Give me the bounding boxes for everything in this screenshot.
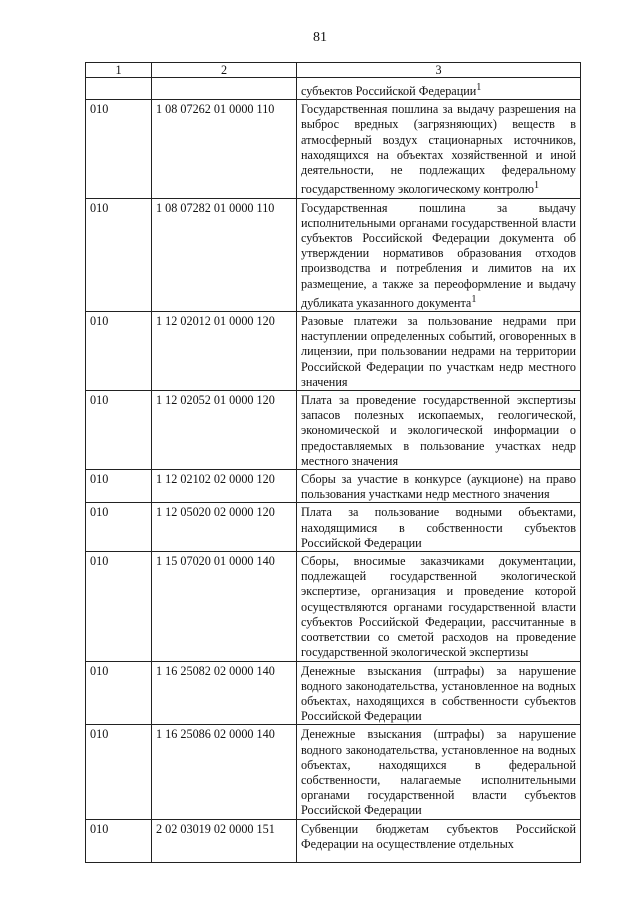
footnote-marker: 1	[471, 293, 477, 305]
table-row	[86, 552, 581, 661]
revenue-description-text: Сборы, вносимые заказчиками документации, подлежащей государственной экологической экспертизе, организация и проведение которой осуществляются органами государственной власти субъектов Российской Федерации, рассчитанные в соответствии со сметой расходов на проведение государственной экологической экспертизы	[301, 554, 576, 660]
revenue-description-cell	[297, 391, 581, 470]
budget-classification-code-cell: 1 12 02012 01 0000 120	[152, 312, 297, 391]
continuation-text: субъектов Российской Федерации	[301, 84, 477, 99]
table-row	[86, 100, 581, 198]
budget-classification-code-cell: 1 16 25086 02 0000 140	[152, 725, 297, 819]
admin-code-cell: 010	[86, 100, 152, 198]
admin-code-cell: 010	[86, 312, 152, 391]
continuation-row	[86, 78, 581, 100]
revenue-description-cell	[297, 725, 581, 819]
budget-classification-code-cell: 1 12 02102 02 0000 120	[152, 470, 297, 503]
admin-code-cell: 010	[86, 391, 152, 470]
footnote-marker: 1	[534, 180, 540, 192]
table-row	[86, 391, 581, 470]
revenue-description-text: Разовые платежи за пользование недрами при наступлении определенных событий, оговоренных в лицензии, при пользовании недрами на территории Российской Федерации по участкам недр местного значения	[301, 314, 576, 389]
page-number: 81	[313, 30, 327, 45]
table-row	[86, 470, 581, 503]
column-header-1: 1	[86, 63, 152, 78]
revenue-description-cell	[297, 503, 581, 552]
admin-code-cell: 010	[86, 198, 152, 311]
admin-code-cell: 010	[86, 725, 152, 819]
admin-code-cell: 010	[86, 661, 152, 725]
table-row	[86, 725, 581, 819]
revenue-description-cell	[297, 470, 581, 503]
budget-classification-code-cell: 1 16 25082 02 0000 140	[152, 661, 297, 725]
revenue-description-text: Сборы за участие в конкурсе (аукционе) на право пользования участками недр местного значения	[301, 472, 576, 502]
budget-codes-table	[85, 62, 581, 863]
column-header-3: 3	[297, 63, 581, 78]
revenue-description-cell	[297, 100, 581, 198]
revenue-description-cell	[297, 661, 581, 725]
table-row	[86, 661, 581, 725]
table-row	[86, 198, 581, 311]
admin-code-cell: 010	[86, 819, 152, 862]
column-header-2: 2	[152, 63, 297, 78]
budget-classification-code-cell: 1 08 07262 01 0000 110	[152, 100, 297, 198]
revenue-description-cell	[297, 198, 581, 311]
revenue-description-text: Государственная пошлина за выдачу исполнительными органами государственной власти субъектов Российской Федерации документа об утверждении нормативов образования отходов производства и потребления и лимитов на их размещение, а также за переоформление и выдачу дубликата указанного документа	[301, 200, 576, 310]
budget-classification-code-cell: 2 02 03019 02 0000 151	[152, 819, 297, 862]
table-row	[86, 312, 581, 391]
table-header-row	[86, 63, 581, 78]
revenue-description-cell	[297, 312, 581, 391]
table-row	[86, 819, 581, 862]
revenue-description-text: Плата за проведение государственной экспертизы запасов полезных ископаемых, геологической, экономической и экологической информации о предоставляемых в пользование участках недр местного значения	[301, 393, 576, 468]
revenue-description-text: Государственная пошлина за выдачу разрешения на выброс вредных (загрязняющих) веществ в атмосферный воздух стационарных источников, находящихся на объектах хозяйственной и иной деятельности, не подлежащих федеральному государственному экологическому контролю	[301, 102, 576, 197]
revenue-description-text: Денежные взыскания (штрафы) за нарушение водного законодательства, установленное на водных объектах, находящихся в собственности субъектов Российской Федерации	[301, 663, 576, 724]
budget-classification-code-cell: 1 12 02052 01 0000 120	[152, 391, 297, 470]
revenue-description-cell	[297, 552, 581, 661]
revenue-description-text: Плата за пользование водными объектами, находящимися в собственности субъектов Российской Федерации	[301, 505, 576, 550]
admin-code-cell: 010	[86, 552, 152, 661]
budget-classification-code-cell: 1 15 07020 01 0000 140	[152, 552, 297, 661]
footnote-marker: 1	[476, 82, 482, 93]
admin-code-cell: 010	[86, 503, 152, 552]
revenue-description-text: Субвенции бюджетам субъектов Российской Федерации на осуществление отдельных	[301, 821, 576, 851]
table-row	[86, 503, 581, 552]
revenue-description-text: Денежные взыскания (штрафы) за нарушение водного законодательства, установленное на водных объектах, находящихся в федеральной собственности, налагаемые исполнительными органами государственной власти субъектов Российской Федерации	[301, 727, 576, 818]
budget-classification-code-cell: 1 08 07282 01 0000 110	[152, 198, 297, 311]
admin-code-cell: 010	[86, 470, 152, 503]
budget-classification-code-cell: 1 12 05020 02 0000 120	[152, 503, 297, 552]
revenue-description-cell	[297, 819, 581, 862]
